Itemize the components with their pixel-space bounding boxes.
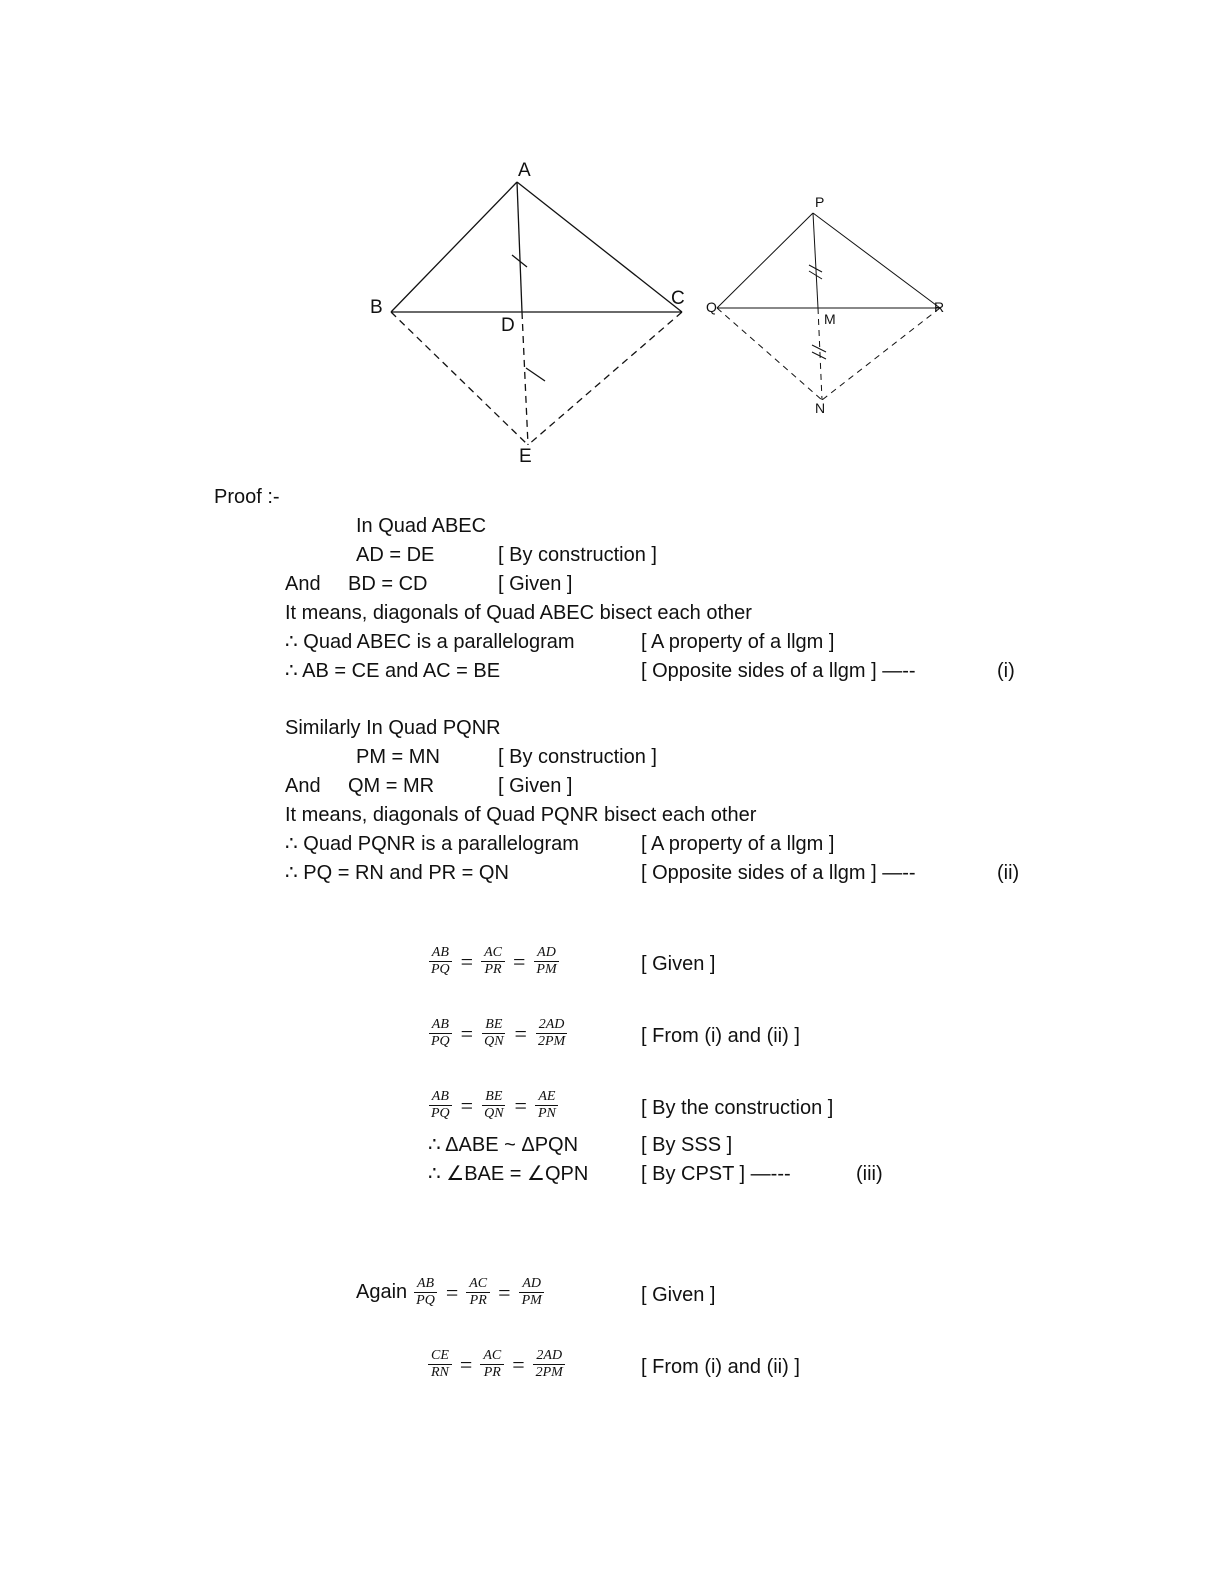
- quad-pqnr-diagram: [717, 213, 940, 400]
- proof-line: It means, diagonals of Quad ABEC bisect each other: [285, 602, 752, 624]
- fraction: $\frac{AD}{PM}$: [533, 945, 559, 978]
- ratio-equation: Again $\frac{AB}{PQ}$ = $\frac{AC}{PR}$ = $\frac{AD}{PM}$: [356, 1276, 545, 1309]
- vertex-q: Q: [706, 299, 717, 315]
- proof-reason: [ Opposite sides of a llgm ] —--: [641, 862, 916, 884]
- vertex-r: R: [934, 299, 945, 315]
- proof-statement: ∴ Quad PQNR is a parallelogram: [285, 833, 579, 855]
- fraction: $\frac{AB}{PQ}$: [413, 1276, 438, 1309]
- proof-reason: [ By SSS ]: [641, 1134, 733, 1156]
- proof-statement: ∴ ΔABE ~ ΔPQN: [428, 1134, 579, 1156]
- ratio-equation: $\frac{AB}{PQ}$ = $\frac{BE}{QN}$ = $\frac{2AD}{2PM}$: [428, 1017, 568, 1050]
- fraction: $\frac{AE}{PN}$: [535, 1089, 559, 1122]
- fraction: $\frac{AC}{PR}$: [481, 945, 505, 978]
- fraction: $\frac{2AD}{2PM}$: [535, 1017, 568, 1050]
- proof-reason: [ Given ]: [498, 573, 573, 595]
- proof-reason: [ A property of a llgm ]: [641, 631, 835, 653]
- fraction: $\frac{AC}{PR}$: [466, 1276, 490, 1309]
- equation-label: (i): [997, 660, 1015, 682]
- equation-label: (ii): [997, 862, 1020, 884]
- proof-reason: [ From (i) and (ii) ]: [641, 1025, 800, 1047]
- equation-label: (iii): [856, 1163, 883, 1185]
- vertex-p: P: [815, 194, 825, 210]
- proof-reason: [ By the construction ]: [641, 1097, 834, 1119]
- quad-abec-diagram: [391, 182, 682, 445]
- proof-reason: [ By construction ]: [498, 544, 657, 566]
- proof-reason: [ From (i) and (ii) ]: [641, 1356, 800, 1378]
- fraction: $\frac{AB}{PQ}$: [428, 1089, 453, 1122]
- vertex-n: N: [815, 400, 826, 416]
- ratio-equation: $\frac{CE}{RN}$ = $\frac{AC}{PR}$ = $\frac{2AD}{2PM}$: [428, 1348, 566, 1381]
- proof-statement: ∴ ∠BAE = ∠QPN: [428, 1163, 589, 1185]
- proof-statement: AD = DE: [356, 544, 435, 566]
- geometry-diagrams: [0, 0, 1224, 480]
- vertex-m: M: [824, 311, 836, 327]
- vertex-c: C: [671, 288, 685, 309]
- proof-statement: BD = CD: [348, 573, 428, 595]
- proof-reason: [ Given ]: [641, 1284, 716, 1306]
- proof-reason: [ Given ]: [498, 775, 573, 797]
- ratio-equation: $\frac{AB}{PQ}$ = $\frac{BE}{QN}$ = $\frac{AE}{PN}$: [428, 1089, 559, 1122]
- proof-statement: QM = MR: [348, 775, 435, 797]
- proof-statement: ∴ Quad ABEC is a parallelogram: [285, 631, 575, 653]
- proof-line: It means, diagonals of Quad PQNR bisect each other: [285, 804, 757, 826]
- fraction: $\frac{AD}{PM}$: [519, 1276, 545, 1309]
- fraction: $\frac{CE}{RN}$: [428, 1348, 452, 1381]
- proof-statement: ∴ PQ = RN and PR = QN: [285, 862, 509, 884]
- proof-heading: Proof :-: [214, 486, 280, 508]
- proof-reason: [ By CPST ] —---: [641, 1163, 791, 1185]
- proof-line: Similarly In Quad PQNR: [285, 717, 501, 739]
- vertex-e: E: [519, 446, 532, 467]
- ratio-equation: $\frac{AB}{PQ}$ = $\frac{AC}{PR}$ = $\frac{AD}{PM}$: [428, 945, 560, 978]
- proof-reason: [ By construction ]: [498, 746, 657, 768]
- proof-reason: [ Opposite sides of a llgm ] —--: [641, 660, 916, 682]
- proof-reason: [ Given ]: [641, 953, 716, 975]
- vertex-b: B: [370, 297, 383, 318]
- fraction: $\frac{AC}{PR}$: [480, 1348, 504, 1381]
- proof-conjunction: And: [285, 775, 321, 797]
- vertex-a: A: [518, 160, 531, 181]
- proof-conjunction: And: [285, 573, 321, 595]
- fraction: $\frac{AB}{PQ}$: [428, 945, 453, 978]
- fraction: $\frac{2AD}{2PM}$: [533, 1348, 566, 1381]
- proof-reason: [ A property of a llgm ]: [641, 833, 835, 855]
- vertex-d: D: [501, 315, 515, 336]
- fraction: $\frac{AB}{PQ}$: [428, 1017, 453, 1050]
- fraction: $\frac{BE}{QN}$: [484, 1017, 504, 1049]
- proof-line: In Quad ABEC: [356, 515, 487, 537]
- proof-statement: ∴ AB = CE and AC = BE: [285, 660, 501, 682]
- proof-statement: PM = MN: [356, 746, 440, 768]
- fraction: $\frac{BE}{QN}$: [484, 1089, 504, 1121]
